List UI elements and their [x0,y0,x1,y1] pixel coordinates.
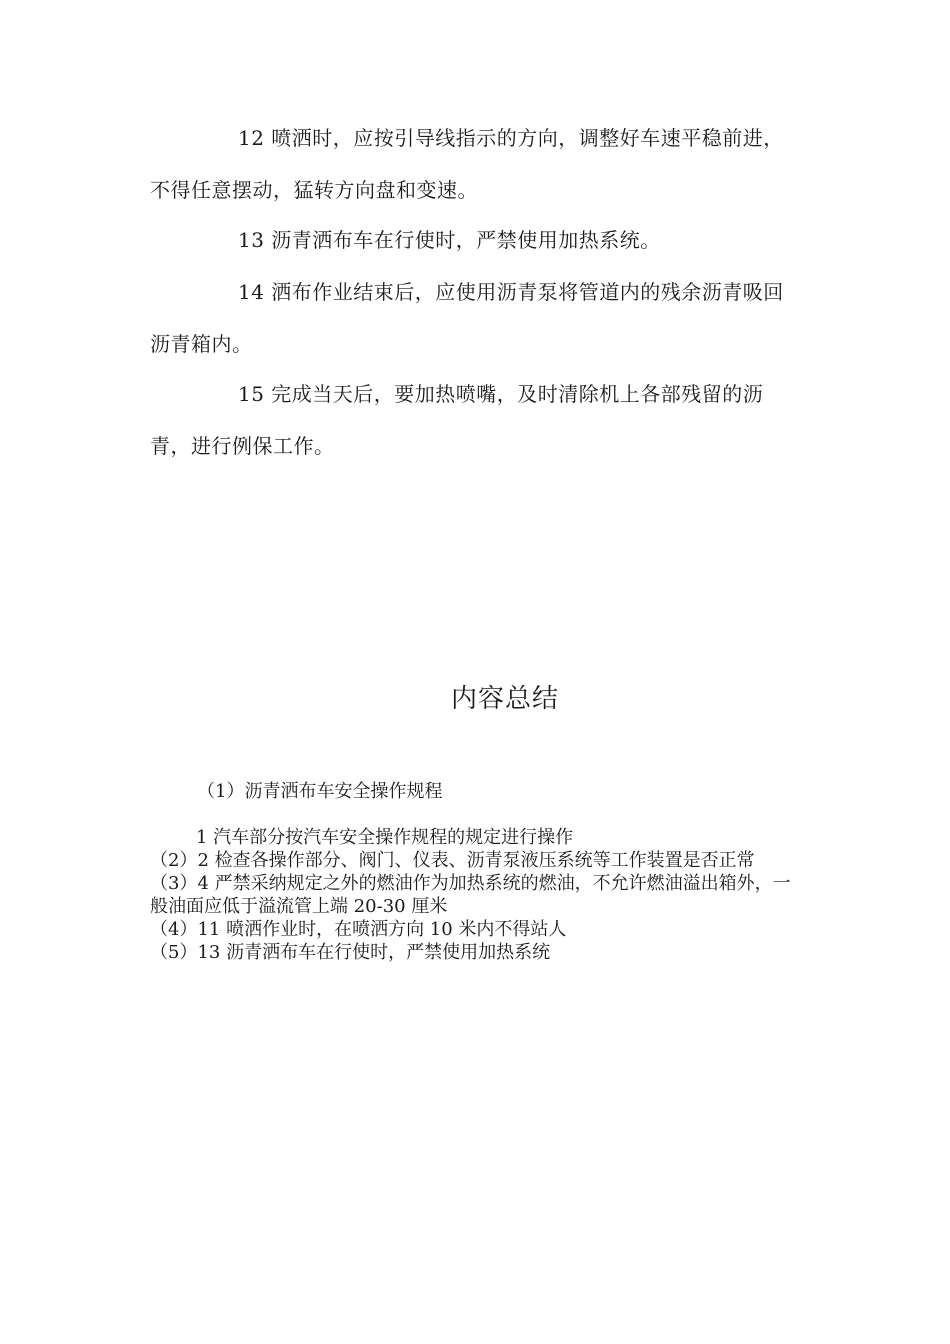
summary-heading: （1）沥青洒布车安全操作规程 [197,781,443,802]
summary-item-1: 1 汽车部分按汽车安全操作规程的规定进行操作 [196,827,574,848]
summary-item-2: （2）2 检查各操作部分、阀门、仪表、沥青泵液压系统等工作装置是否正常 [150,850,755,871]
paragraph-15: 15 完成当天后，要加热喷嘴，及时清除机上各部残留的沥青，进行例保工作。 [150,382,764,458]
summary-item-3: （3）4 严禁采纳规定之外的燃油作为加热系统的燃油，不允许燃油溢出箱外，一般油面应低于溢流管上端 20-30 厘米 [150,873,791,917]
summary-list [150,826,802,964]
paragraph-14: 14 洒布作业结束后，应使用沥青泵将管道内的残余沥青吸回沥青箱内。 [150,280,784,356]
paragraph-12: 12 喷洒时，应按引导线指示的方向，调整好车速平稳前进，不得任意摆动，猛转方向盘和变速。 [150,126,784,202]
summary-item-5: （5）13 沥青洒布车在行使时，严禁使用加热系统 [150,942,551,963]
summary-title: 内容总结 [450,684,559,714]
summary-item-4: （4）11 喷洒作业时，在喷洒方向 10 米内不得站人 [150,919,567,940]
paragraph-13: 13 沥青洒布车在行使时，严禁使用加热系统。 [238,228,661,252]
